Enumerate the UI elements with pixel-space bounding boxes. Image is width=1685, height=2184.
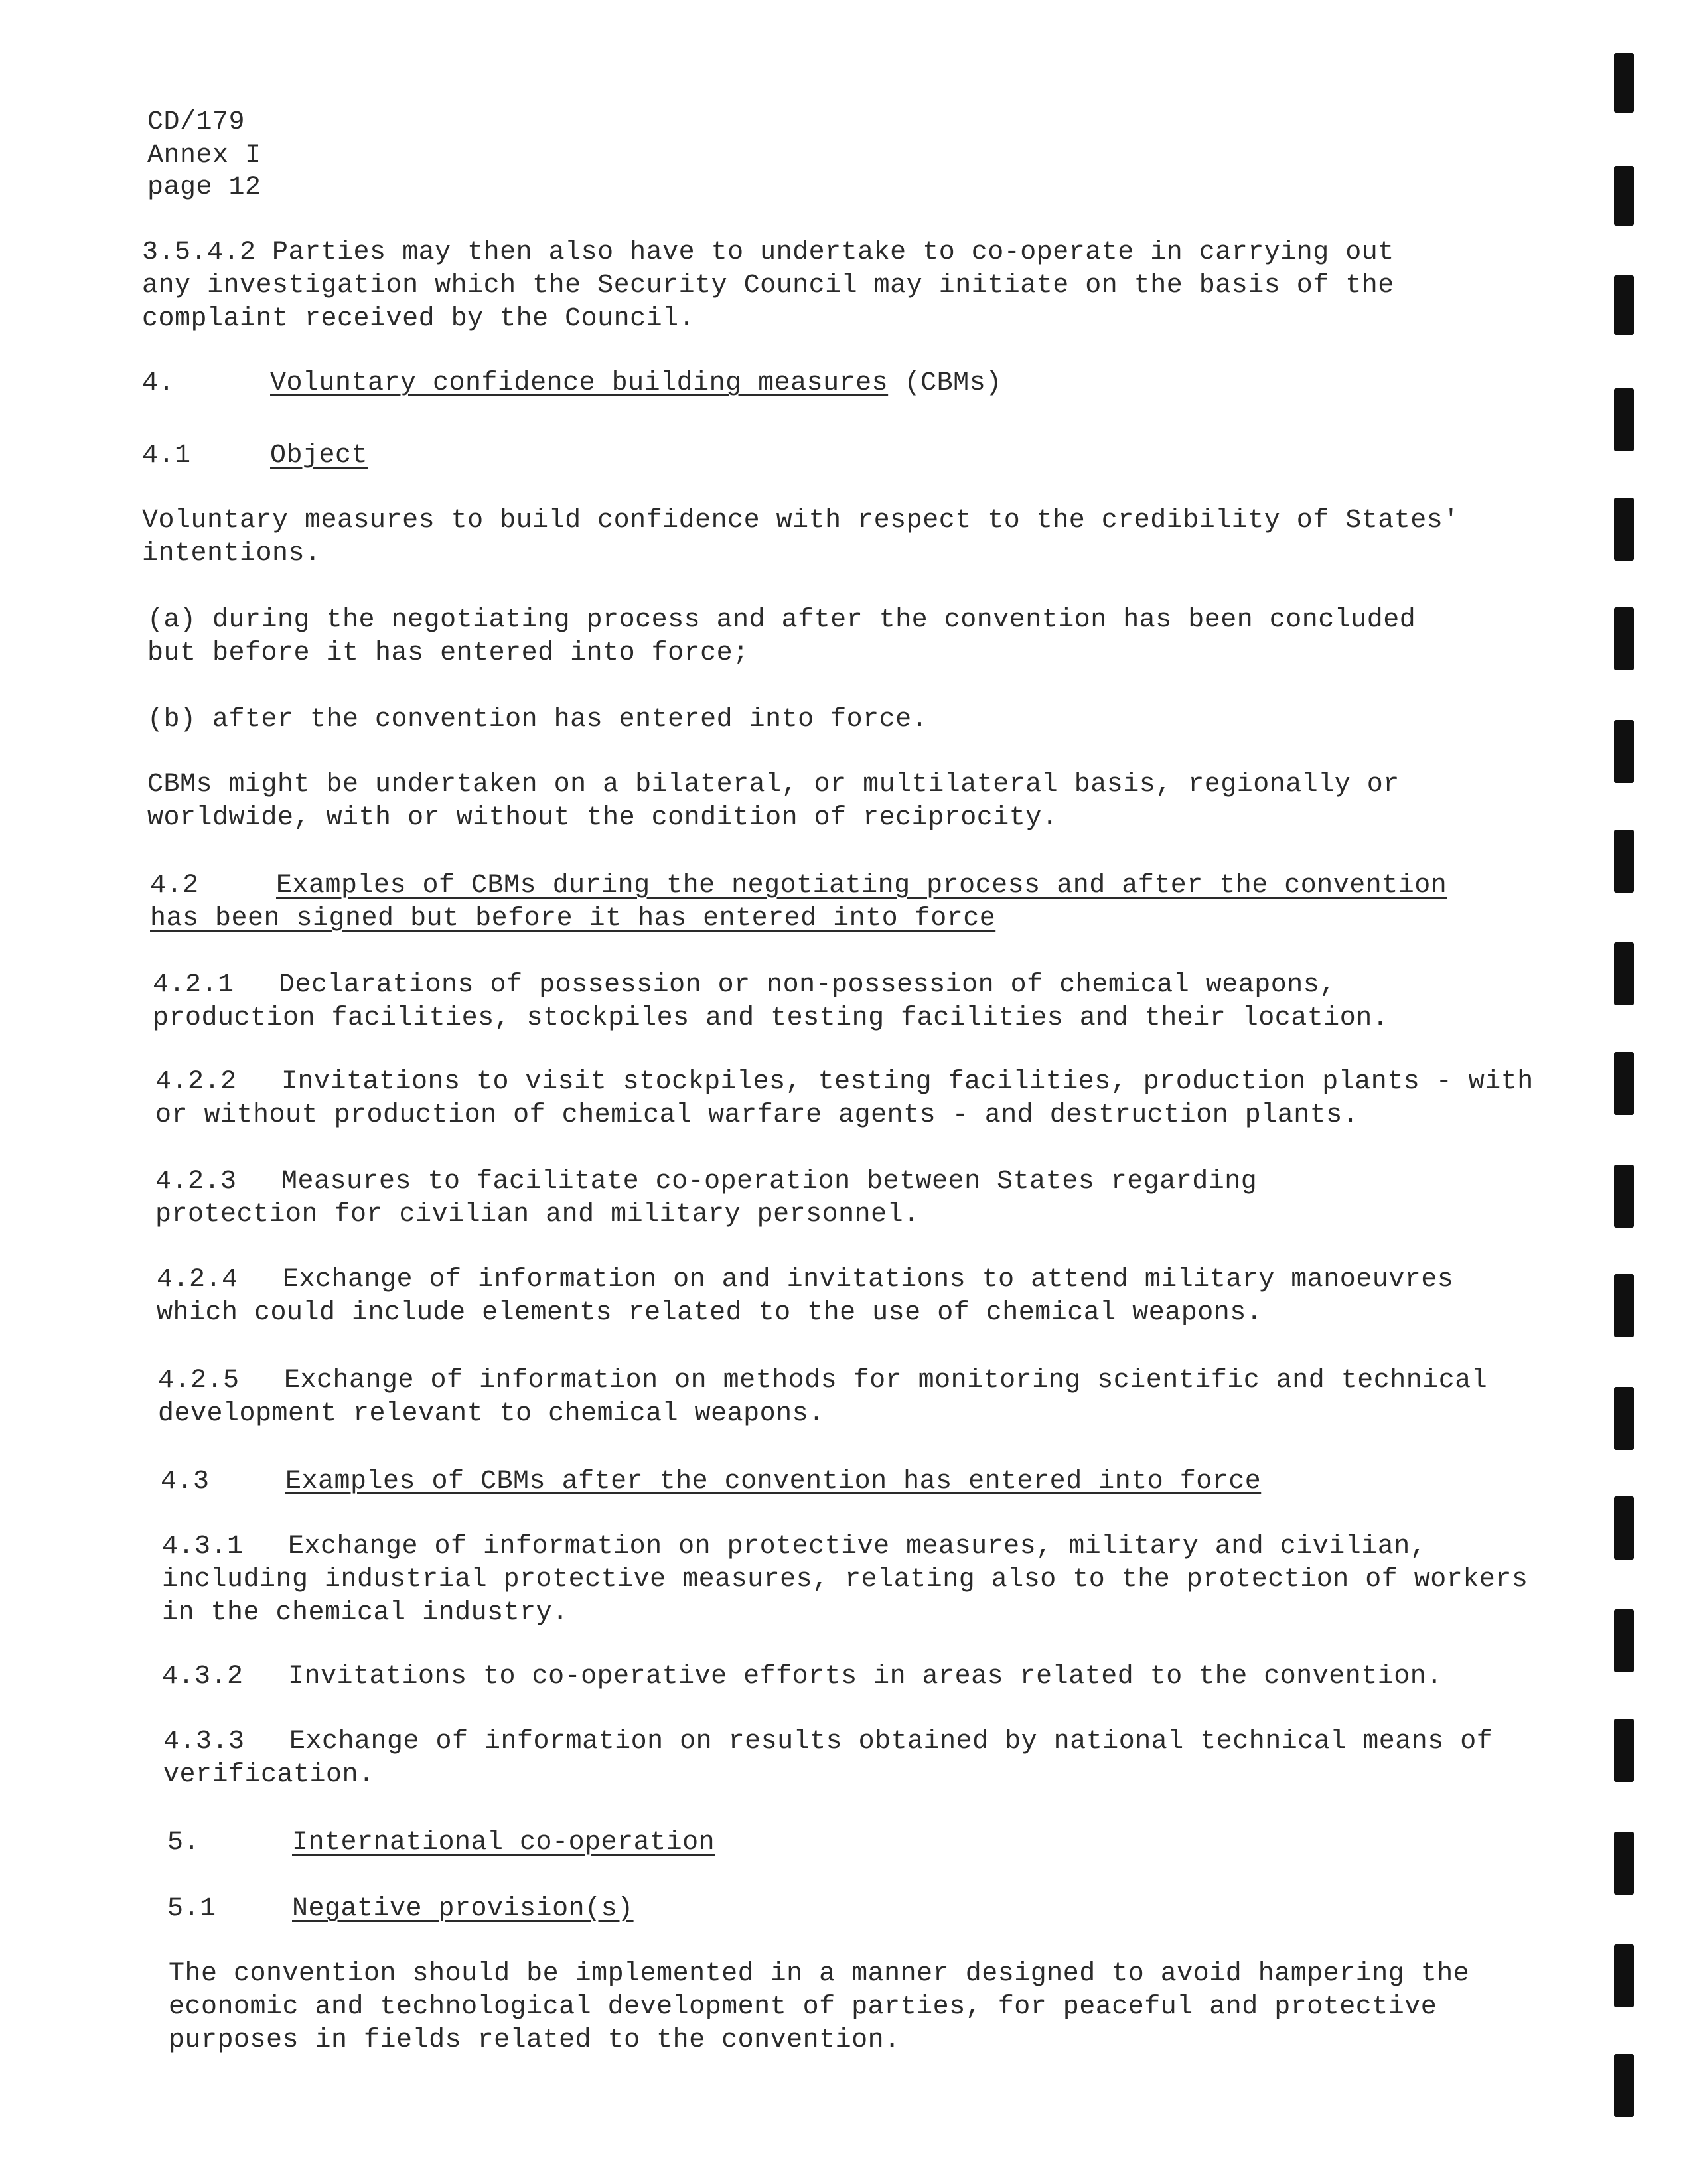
section-51-title: Negative provision(s)	[292, 1894, 634, 1924]
para-433-number: 4.3.3	[163, 1727, 245, 1757]
para-422-number: 4.2.2	[155, 1067, 237, 1097]
binding-mark	[1614, 720, 1634, 783]
para-422-line-2: or without production of chemical warfare agents - and destruction plants.	[155, 1100, 1359, 1130]
section-41-title: Object	[270, 441, 368, 471]
cbm-text-line-1: CBMs might be undertaken on a bilateral, or multilateral basis, regionally or	[147, 770, 1400, 800]
binding-mark	[1614, 1719, 1634, 1782]
para-432-line-1: Invitations to co-operative efforts in areas related to the convention.	[288, 1662, 1443, 1692]
section-51-number: 5.1	[167, 1894, 216, 1924]
section-41-number: 4.1	[142, 441, 191, 471]
cbm-text-line-2: worldwide, with or without the condition of reciprocity.	[147, 803, 1059, 833]
binding-mark	[1614, 607, 1634, 670]
para-432-number: 4.3.2	[162, 1662, 244, 1692]
binding-mark	[1614, 498, 1634, 561]
annex-label: Annex I	[147, 141, 261, 171]
para-425-line-2: development relevant to chemical weapons.	[158, 1399, 825, 1429]
section-4-title: Voluntary confidence building measures	[270, 368, 889, 398]
item-a-line-2: but before it has entered into force;	[147, 638, 749, 668]
para-425-number: 4.2.5	[158, 1366, 240, 1396]
binding-mark	[1614, 1496, 1634, 1560]
para-421-number: 4.2.1	[153, 970, 234, 1000]
para-423-line-1: Measures to facilitate co-operation between States regarding	[281, 1167, 1258, 1197]
binding-mark	[1614, 1944, 1634, 2007]
section-43-number: 4.3	[161, 1467, 210, 1496]
para-424-line-1: Exchange of information on and invitations to attend military manoeuvres	[283, 1265, 1454, 1295]
item-a-line-1: (a) during the negotiating process and after the convention has been concluded	[147, 605, 1416, 635]
section-43-title: Examples of CBMs after the convention has entered into force	[285, 1467, 1262, 1496]
binding-mark	[1614, 942, 1634, 1005]
binding-mark	[1614, 275, 1634, 335]
doc-code: CD/179	[147, 108, 246, 137]
para-424-line-2: which could include elements related to the use of chemical weapons.	[157, 1298, 1263, 1328]
section-4-heading	[270, 367, 1002, 400]
object-text-line-2: intentions.	[142, 539, 321, 569]
binding-mark	[1614, 166, 1634, 226]
para-431-line-2: including industrial protective measures, relating also to the protection of workers	[162, 1565, 1528, 1595]
para-421-line-2: production facilities, stockpiles and testing facilities and their location.	[153, 1003, 1389, 1033]
para-51-line-1: The convention should be implemented in a manner designed to avoid hampering the	[169, 1959, 1470, 1989]
binding-mark	[1614, 388, 1634, 451]
para-51-line-3: purposes in fields related to the convention.	[169, 2025, 901, 2055]
binding-mark	[1614, 830, 1634, 893]
para-431-line-3: in the chemical industry.	[162, 1598, 569, 1628]
item-b-line-1: (b) after the convention has entered into force.	[147, 705, 928, 735]
para-431-line-1: Exchange of information on protective measures, military and civilian,	[288, 1532, 1427, 1562]
para-424-number: 4.2.4	[157, 1265, 238, 1295]
binding-mark	[1614, 2054, 1634, 2117]
para-433-line-1: Exchange of information on results obtained by national technical means of	[289, 1727, 1493, 1757]
section-5-title: International co-operation	[292, 1828, 715, 1857]
binding-mark	[1614, 1274, 1634, 1337]
page-number: page 12	[147, 173, 261, 202]
binding-mark	[1614, 1832, 1634, 1895]
para-51-line-2: economic and technological development of parties, for peaceful and protective	[169, 1992, 1437, 2022]
para-3542-line-1: 3.5.4.2 Parties may then also have to undertake to co-operate in carrying out	[142, 238, 1394, 267]
para-422-line-1: Invitations to visit stockpiles, testing facilities, production plants - with	[281, 1067, 1534, 1097]
object-text-line-1: Voluntary measures to build confidence with respect to the credibility of States'	[142, 506, 1459, 536]
para-421-line-1: Declarations of possession or non-possession of chemical weapons,	[279, 970, 1336, 1000]
para-431-number: 4.3.1	[162, 1532, 244, 1562]
binding-mark	[1614, 1387, 1634, 1450]
section-42-title-line-2: has been signed but before it has entered into force	[150, 904, 996, 934]
binding-mark	[1614, 1609, 1634, 1672]
binding-mark	[1614, 1165, 1634, 1228]
binding-mark	[1614, 1052, 1634, 1115]
para-433-line-2: verification.	[163, 1760, 375, 1790]
section-42-title-line-1: Examples of CBMs during the negotiating process and after the convention	[276, 871, 1447, 901]
section-4-suffix: (CBMs)	[904, 368, 1002, 398]
section-4-number: 4.	[142, 368, 175, 398]
binding-mark	[1614, 53, 1634, 113]
para-423-number: 4.2.3	[155, 1167, 237, 1197]
section-42-number: 4.2	[150, 871, 199, 901]
para-425-line-1: Exchange of information on methods for monitoring scientific and technical	[284, 1366, 1488, 1396]
section-5-number: 5.	[167, 1828, 200, 1857]
para-423-line-2: protection for civilian and military personnel.	[155, 1200, 920, 1230]
para-3542-line-2: any investigation which the Security Council may initiate on the basis of the	[142, 271, 1394, 301]
para-3542-line-3: complaint received by the Council.	[142, 304, 696, 334]
